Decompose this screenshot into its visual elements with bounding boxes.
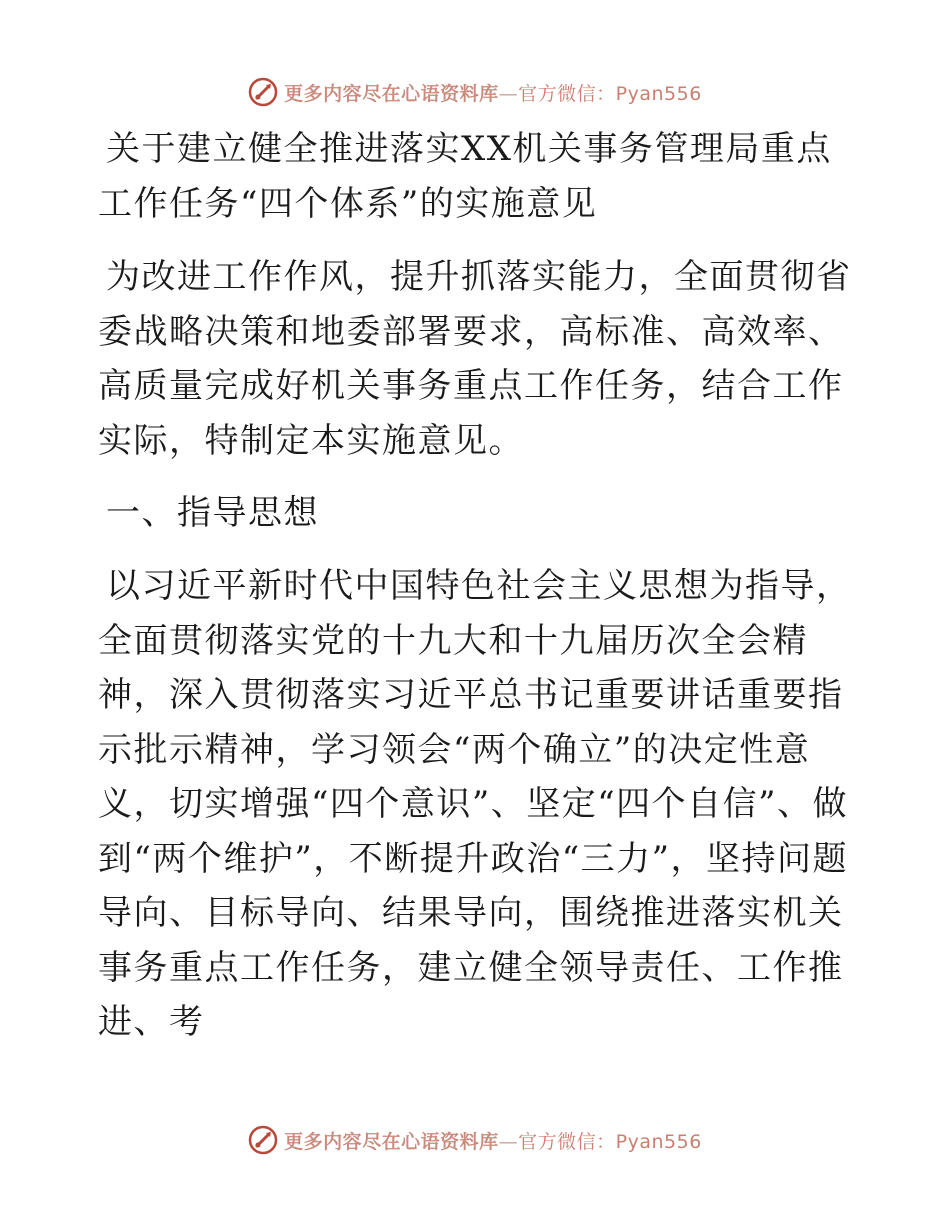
section-paragraph: 以习近平新时代中国特色社会主义思想为指导，全面贯彻落实党的十九大和十九届历次全会精神，深入贯彻落实习近平总书记重要讲话重要指示批示精神，学习领会“两个确立”的决定性意义，切实增强“四个意识”、坚定“四个自信”、做到“两个维护”，不断提升政治“三力”，坚持问题导向、目标导向、结果导向，围绕推进落实机关事务重点工作任务，建立健全领导责任、工作推进、考 [98, 566, 852, 1042]
footer-watermark [0, 1120, 950, 1160]
intro-paragraph: 为改进工作作风，提升抓落实能力，全面贯彻省委战略决策和地委部署要求，高标准、高效率、高质量完成好机关事务重点工作任务，结合工作实际，特制定本实施意见。 [98, 257, 852, 461]
watermark-logo-icon [248, 1125, 278, 1155]
section-heading: 一、指导思想 [106, 493, 319, 533]
watermark-brand: 更多内容尽在心语资料库 [284, 1130, 499, 1153]
watermark-separator: — [498, 82, 519, 105]
header-watermark [0, 72, 950, 112]
watermark-logo-icon [248, 77, 278, 107]
watermark-text [284, 1127, 702, 1154]
watermark-separator: — [498, 1130, 519, 1153]
watermark-text [284, 79, 702, 106]
watermark-contact: 官方微信：Pyan556 [518, 1130, 702, 1153]
watermark-brand: 更多内容尽在心语资料库 [284, 82, 499, 105]
watermark-contact: 官方微信：Pyan556 [518, 82, 702, 105]
document-body [98, 122, 858, 1068]
document-title: 关于建立健全推进落实XX机关事务管理局重点工作任务“四个体系”的实施意见 [98, 129, 832, 224]
